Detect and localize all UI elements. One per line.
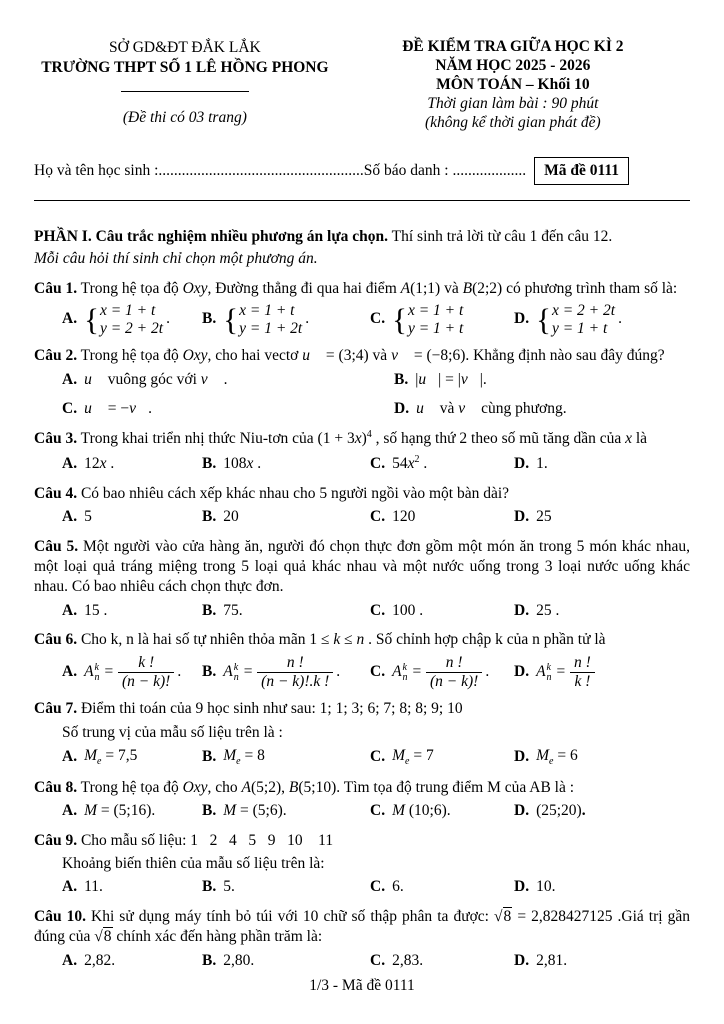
option-text: $54x^2$ . (392, 454, 428, 473)
symbol-sub: n (94, 672, 100, 684)
question-3-stem: Câu 3. Trong khai triển nhị thức Niu-tơn của $(1 + 3x)^4$ , số hạng thứ 2 theo số mũ tăng dần của x là (34, 429, 648, 448)
option-c (370, 507, 514, 527)
option-label: C. (62, 399, 78, 417)
equation-line: x = 1 + t (407, 302, 464, 320)
option-label: D. (514, 748, 530, 766)
symbol-sub: n (233, 672, 239, 684)
option-text: 20 (223, 508, 239, 526)
equation-line: x = 1 + t (99, 302, 156, 320)
option-text: (25;20). (536, 802, 586, 820)
header-right (336, 38, 690, 133)
option-label: D. (394, 399, 410, 417)
question-7-stem: Câu 7. Điểm thi toán của 9 học sinh như sau: 1; 1; 3; 6; 7; 8; 8; 9; 10 (34, 700, 463, 718)
option-text: 2,83. (392, 951, 424, 969)
question-9-stem: Câu 9. Cho mẫu số liệu: 1 2 4 5 9 10 11 (34, 831, 334, 849)
equals-sign: = (555, 662, 567, 680)
option-label: A. (62, 878, 78, 896)
option-d (514, 601, 690, 621)
option-label: C. (370, 951, 386, 969)
question-9-options (34, 877, 690, 897)
option-label: B. (202, 748, 217, 766)
option-c (62, 399, 394, 419)
question-1-stem: Câu 1. Trong hệ tọa độ Oxy, Đường thẳng đi qua hai điểm A(1;1) và B(2;2) có phương trình tham số là: (34, 279, 678, 297)
option-text: $M_e = 6$ (536, 747, 578, 768)
equation-line: y = 1 + t (551, 319, 608, 337)
option-text: M = (5;16). (84, 802, 156, 820)
option-text: 5 (84, 508, 92, 526)
brace-symbol: { (536, 301, 551, 337)
equation-system (239, 302, 302, 337)
question-2-stem: Câu 2. Trong hệ tọa độ Oxy, cho hai vectơ u⃗ = (3;4) và v⃗ = (−8;6). Khẳng định nào sau đây đúng? (34, 347, 665, 365)
option-label: A. (62, 508, 78, 526)
fraction (118, 654, 174, 691)
symbol-sup: k (546, 661, 551, 673)
option-text: M = (5;6). (223, 802, 287, 820)
option-label: C. (370, 454, 386, 472)
option-label: B. (394, 370, 409, 388)
option-text: 11. (84, 878, 103, 896)
option-text: u⃗ vuông góc với v⃗ . (84, 370, 228, 388)
option-label: B. (202, 662, 217, 680)
fraction-numerator: k ! (118, 654, 174, 673)
question-8-options (34, 801, 690, 821)
arrangement-symbol (536, 662, 551, 683)
option-c (370, 302, 514, 337)
symbol-base: A (223, 662, 233, 680)
equals-sign: = (242, 662, 254, 680)
option-d (514, 454, 690, 474)
option-label: A. (62, 662, 78, 680)
symbol-sup: k (233, 661, 239, 673)
option-suffix: . (177, 662, 182, 680)
option-label: C. (370, 748, 386, 766)
option-a (62, 654, 202, 691)
part1-note: Mỗi câu hỏi thí sinh chỉ chọn một phương án. (34, 250, 318, 268)
option-label: B. (202, 951, 217, 969)
option-label: D. (514, 310, 530, 328)
option-suffix: . (305, 310, 310, 328)
option-label: B. (202, 310, 217, 328)
option-c (370, 801, 514, 821)
option-suffix: . (618, 310, 622, 328)
equals-sign: = (103, 662, 115, 680)
option-label: D. (514, 601, 530, 619)
option-label: A. (62, 601, 78, 619)
question-10-options (34, 951, 690, 971)
option-a (62, 302, 202, 337)
option-label: A. (62, 370, 78, 388)
department-name: SỞ GD&ĐT ĐẮK LẮK (109, 39, 261, 56)
question-4-options (34, 507, 690, 527)
fraction (426, 654, 482, 691)
option-label: C. (370, 878, 386, 896)
option-c (370, 453, 514, 475)
symbol-base: A (392, 662, 402, 680)
fraction-numerator: n ! (426, 654, 482, 673)
question-1-options (34, 302, 690, 337)
option-d (514, 507, 690, 527)
option-label: A. (62, 748, 78, 766)
option-text: 2,80. (223, 951, 255, 969)
equation-system (100, 302, 163, 337)
option-label: D. (514, 802, 530, 820)
option-label: B. (202, 508, 217, 526)
option-label: B. (202, 802, 217, 820)
header-divider-line (121, 91, 249, 92)
option-a (62, 801, 202, 821)
option-text: $M_e = 7$ (392, 747, 434, 768)
fraction-denominator: (n − k)! (430, 672, 479, 690)
arrangement-symbol (392, 662, 407, 683)
option-text: 120 (392, 508, 416, 526)
option-label: D. (514, 454, 530, 472)
option-label: D. (514, 878, 530, 896)
option-label: C. (370, 601, 386, 619)
option-suffix: . (336, 662, 341, 680)
question-8-stem: Câu 8. Trong hệ tọa độ Oxy, cho A(5;2), B(5;10). Tìm tọa độ trung điểm M của AB là : (34, 778, 575, 796)
option-a (62, 601, 202, 621)
student-id-label: Số báo danh : ................... (363, 161, 527, 179)
symbol-sup: k (402, 661, 407, 673)
option-label: A. (62, 310, 78, 328)
fraction-denominator: (n − k)! (122, 672, 171, 690)
option-text: 6. (392, 878, 404, 896)
option-text: 15 . (84, 601, 108, 619)
distribution-note: (không kể thời gian phát đề) (425, 113, 601, 131)
option-b (202, 951, 370, 971)
question-2-options (34, 370, 690, 420)
option-d (514, 877, 690, 897)
part1-title: PHẦN I. Câu trắc nghiệm nhiều phương án lựa chọn. Thí sinh trả lời từ câu 1 đến câu 12. (34, 227, 613, 245)
option-d (514, 951, 690, 971)
option-text: 2,82. (84, 951, 116, 969)
brace-symbol: { (392, 301, 407, 337)
symbol-sub: n (546, 672, 552, 684)
question-4-stem: Câu 4. Có bao nhiêu cách xếp khác nhau cho 5 người ngồi vào một bàn dài? (34, 484, 510, 502)
option-text: 25 . (536, 601, 560, 619)
question-5-options (34, 601, 690, 621)
option-c (370, 654, 514, 691)
option-text: 12x . (84, 454, 115, 472)
option-label: A. (62, 951, 78, 969)
option-d (514, 801, 690, 821)
option-text: M (10;6). (392, 802, 451, 820)
option-b (394, 370, 690, 390)
exam-title: ĐỀ KIỂM TRA GIỮA HỌC KÌ 2 (402, 38, 624, 55)
option-a (62, 877, 202, 897)
fraction-numerator: n ! (257, 654, 333, 673)
option-text: 10. (536, 878, 556, 896)
question-7-subline: Số trung vị của mẫu số liệu trên là : (62, 723, 283, 741)
option-text: 5. (223, 878, 235, 896)
option-a (62, 370, 394, 390)
student-row (34, 157, 690, 185)
option-label: C. (370, 310, 386, 328)
arrangement-symbol (84, 662, 99, 683)
option-label: B. (202, 878, 217, 896)
option-d (514, 302, 690, 337)
question-6-stem: Câu 6. Cho k, n là hai số tự nhiên thỏa mãn 1 ≤ k ≤ n . Số chỉnh hợp chập k của n phần tử là (34, 631, 606, 649)
pages-note: (Đề thi có 03 trang) (122, 108, 247, 126)
duration-note: Thời gian làm bài : 90 phút (427, 94, 599, 112)
option-d (394, 399, 690, 419)
option-label: D. (514, 508, 530, 526)
equation-system (552, 302, 615, 337)
student-name-label: Họ và tên học sinh :..................................................... (34, 161, 364, 179)
option-b (202, 302, 370, 337)
separator-rule (34, 200, 690, 201)
option-c (370, 746, 514, 768)
option-text: u⃗ = −v⃗. (84, 399, 152, 417)
option-a (62, 454, 202, 474)
question-10-stem: Câu 10. Khi sử dụng máy tính bỏ túi với 10 chữ số thập phân ta được: √8 = 2,828427125 .Giá trị gần đúng của √8 chính xác đến hàng phần trăm là: (34, 907, 690, 946)
option-text: 100 . (392, 601, 424, 619)
fraction (570, 654, 595, 691)
header (34, 38, 690, 133)
brace-symbol: { (223, 301, 239, 337)
option-b (202, 801, 370, 821)
question-6-options (34, 654, 690, 691)
fraction-denominator: k ! (574, 672, 591, 690)
option-text: 2,81. (536, 951, 568, 969)
option-suffix: . (166, 310, 170, 328)
option-c (370, 877, 514, 897)
option-a (62, 746, 202, 768)
option-label: C. (370, 508, 386, 526)
equation-line: x = 2 + 2t (551, 302, 616, 320)
fraction-denominator: (n − k)!.k ! (261, 672, 330, 690)
symbol-sup: k (94, 661, 99, 673)
header-left (34, 38, 336, 128)
option-a (62, 951, 202, 971)
option-label: B. (202, 454, 217, 472)
equation-line: y = 2 + 2t (99, 319, 164, 337)
option-label: D. (514, 662, 530, 680)
option-label: D. (514, 951, 530, 969)
symbol-base: A (536, 662, 546, 680)
exam-code-box: Mã đề 0111 (534, 157, 629, 185)
option-c (370, 951, 514, 971)
option-b (202, 654, 370, 691)
option-d (514, 654, 690, 691)
fraction (257, 654, 333, 691)
subject-grade: MÔN TOÁN – Khối 10 (436, 75, 590, 93)
option-text: 25 (536, 508, 552, 526)
option-suffix: . (485, 662, 490, 680)
option-b (202, 601, 370, 621)
option-text: $M_e = 8$ (223, 747, 265, 768)
question-5-stem: Câu 5. Một người vào cửa hàng ăn, người đó chọn thực đơn gồm một món ăn trong 5 món khác nhau, một loại quả tráng miệng trong 5 loại quả khác nhau và một nước uống trong 3 loại nước uống khác nhau. Có bao nhiêu cách chọn thực đơn. (34, 537, 690, 596)
option-b (202, 746, 370, 768)
arrangement-symbol (223, 662, 238, 683)
option-c (370, 601, 514, 621)
page-footer: 1/3 - Mã đề 0111 (309, 976, 415, 994)
school-name: TRƯỜNG THPT SỐ 1 LÊ HỒNG PHONG (41, 59, 329, 77)
fraction-numerator: n ! (570, 654, 595, 673)
option-label: A. (62, 454, 78, 472)
option-label: B. (202, 601, 217, 619)
question-9-subline: Khoảng biến thiên của mẫu số liệu trên là: (62, 854, 325, 872)
school-year: NĂM HỌC 2025 - 2026 (435, 56, 591, 74)
equation-system (408, 302, 463, 337)
option-a (62, 507, 202, 527)
option-b (202, 454, 370, 474)
question-7-options (34, 746, 690, 768)
equation-line: x = 1 + t (239, 302, 295, 320)
option-text: 108x . (223, 454, 262, 472)
option-b (202, 877, 370, 897)
option-label: C. (370, 662, 386, 680)
option-text: 75. (223, 601, 243, 619)
symbol-base: A (84, 662, 94, 680)
question-3-options (34, 453, 690, 475)
option-label: C. (370, 802, 386, 820)
option-d (514, 746, 690, 768)
symbol-sub: n (402, 672, 408, 684)
option-b (202, 507, 370, 527)
equation-line: y = 1 + t (407, 319, 464, 337)
option-text: u⃗ và v⃗ cùng phương. (416, 399, 567, 417)
brace-symbol: { (84, 301, 99, 337)
equation-line: y = 1 + 2t (239, 319, 303, 337)
option-text: 1. (536, 454, 548, 472)
option-text: |u⃗| = |v⃗|. (415, 370, 487, 388)
equals-sign: = (411, 662, 423, 680)
option-text: $M_e = 7,5$ (84, 747, 138, 768)
option-label: A. (62, 802, 78, 820)
